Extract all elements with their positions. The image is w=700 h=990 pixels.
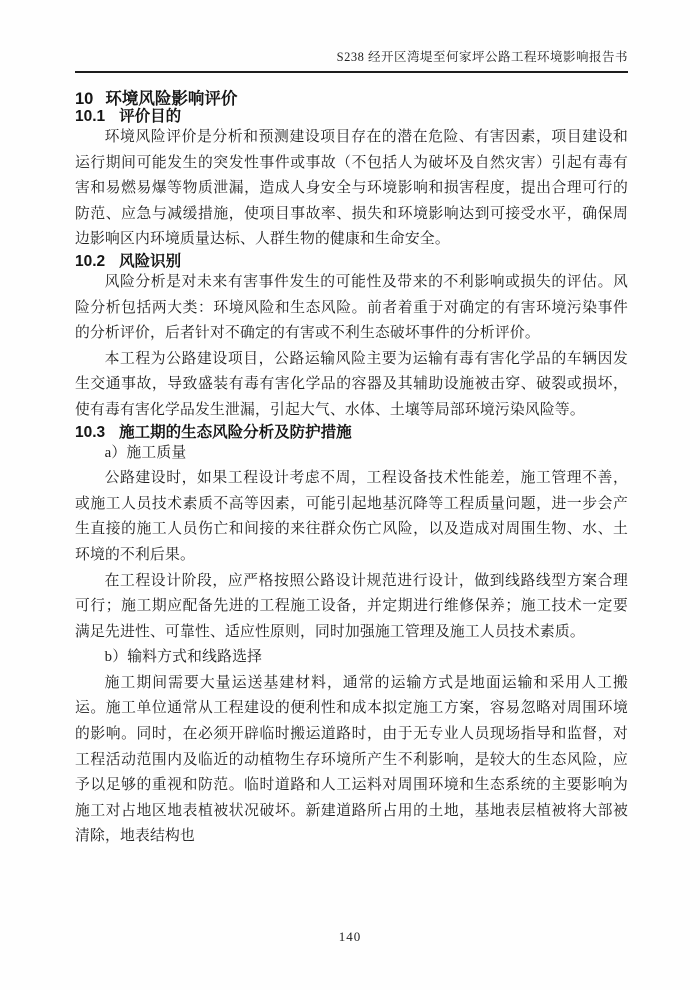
paragraph-10-3-b1: 施工期间需要大量运送基建材料，通常的运输方式是地面运输和采用人工搬运。施工单位通常从工程建设的便利性和成本拟定施工方案，容易忽略对周围环境的影响。同时，在必须开辟临时搬运道路时，由于无专业人员现场指导和监督，对工程活动范围内及临近的动植物生存环境所产生不利影响，是较大的生态风险，应予以足够的重视和防范。临时道路和人工运料对周围环境和生态系统的主要影响为施工对占地区地表植被状况破坏。新建道路所占用的土地，基地表层植被将大部被清除，地表结构也 [75,674,628,845]
paragraph-10-1-1: 环境风险评价是分析和预测建设项目存在的潜在危险、有害因素，项目建设和运行期间可能发生的突发性事件或事故（不包括人为破坏及自然灾害）引起有毒有害和易燃易爆等物质泄漏，造成人身安全与环境影响和损害程度，提出合理可行的防范、应急与减缓措施，使项目事故率、损失和环境影响达到可接受水平，确保周边影响区内环境质量达标、人群生物的健康和生命安全。 [75,129,628,248]
section-heading-10-1 [75,108,628,125]
paragraph-10-2-2: 本工程为公路建设项目，公路运输风险主要为运输有毒有害化学品的车辆因发生交通事故，导致盛装有毒有害化学品的容器及其辅助设施被击穿、破裂或损坏，使有毒有害化学品发生泄漏，引起大气、水体、土壤等局部环境污染风险等。 [75,350,628,418]
section-number: 10.1 [75,108,106,125]
section-title: 施工期的生态风险分析及防护措施 [119,423,352,441]
list-item-b: b）输料方式和线路选择 [104,649,263,666]
section-number: 10.2 [75,252,106,270]
page-number: 140 [338,929,362,944]
chapter-title: 环境风险影响评价 [105,90,238,108]
page-header [75,50,628,73]
list-item-a: a）施工质量 [104,444,187,461]
section-number: 10.3 [75,423,106,441]
section-title: 评价目的 [119,108,182,125]
section-title: 风险识别 [119,252,182,270]
header-title: S238 经开区湾堤至何家坪公路工程环境影响报告书 [336,50,628,64]
section-heading-10-2 [75,253,628,270]
chapter-heading [75,90,628,108]
paragraph-10-3-a2: 在工程设计阶段，应严格按照公路设计规范进行设计，做到线路线型方案合理可行；施工期应配备先进的工程施工设备，并定期进行维修保养；施工技术一定要满足先进性、可靠性、适应性原则，同时加强施工管理及施工人员技术素质。 [75,572,628,640]
paragraph-10-2-1: 风险分析是对未来有害事件发生的可能性及带来的不利影响或损失的评估。风险分析包括两大类：环境风险和生态风险。前者着重于对确定的有害环境污染事件的分析评价，后者针对不确定的有害或不利生态破坏事件的分析评价。 [75,273,628,342]
paragraph-10-3-a1: 公路建设时，如果工程设计考虑不周，工程设备技术性能差，施工管理不善，或施工人员技术素质不高等因素，可能引起地基沉降等工程质量问题，进一步会产生直接的施工人员伤亡和间接的来往群众伤亡风险，以及造成对周围生物、水、土环境的不利后果。 [75,470,628,563]
chapter-number: 10 [75,90,94,108]
section-heading-10-3 [75,424,628,441]
